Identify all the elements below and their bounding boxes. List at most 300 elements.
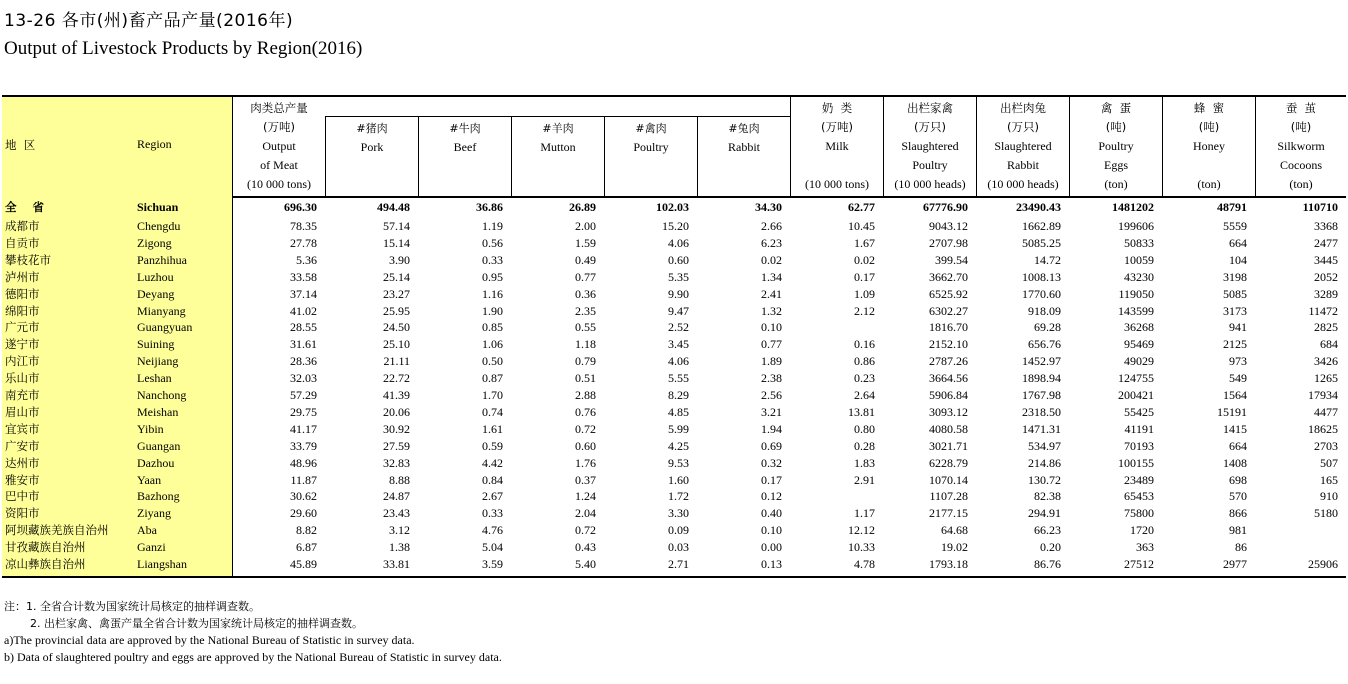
table-cell: 0.77 <box>575 269 596 284</box>
table-cell: 2.38 <box>761 371 782 386</box>
cocoons-unit-en: (ton) <box>1289 177 1313 191</box>
region-name-en: Bazhong <box>137 489 180 504</box>
table-cell: 19.02 <box>941 540 968 555</box>
table-cell: 31.61 <box>290 337 317 352</box>
table-cell: 3426 <box>1314 354 1338 369</box>
table-cell: 1481202 <box>1112 200 1154 214</box>
table-cell: 866 <box>1229 506 1247 521</box>
table-cell: 0.28 <box>854 438 875 453</box>
table-cell: 4080.58 <box>929 421 968 436</box>
table-cell: 0.17 <box>854 269 875 284</box>
table-row <box>2 472 1346 489</box>
table-cell: 1816.70 <box>929 320 968 335</box>
table-cell: 664 <box>1229 438 1247 453</box>
table-row <box>2 539 1346 556</box>
table-cell: 3368 <box>1314 219 1338 233</box>
region-name-en: Meishan <box>137 404 179 419</box>
region-name-cn: 广安市 <box>5 438 40 453</box>
table-cell: 1471.31 <box>1022 421 1061 436</box>
table-cell: 25.10 <box>383 337 410 352</box>
region-name-cn: 乐山市 <box>5 371 40 386</box>
table-cell: 10.33 <box>848 540 875 555</box>
table-cell: 49029 <box>1124 354 1154 369</box>
pork-header-en: Pork <box>360 140 384 154</box>
table-cell: 1.67 <box>854 235 875 250</box>
region-name-cn: 自贡市 <box>5 235 40 250</box>
table-row <box>2 269 1346 286</box>
table-row <box>2 455 1346 472</box>
table-cell: 27512 <box>1124 557 1154 571</box>
table-cell: 1.61 <box>482 421 503 436</box>
table-cell: 27.78 <box>290 235 317 250</box>
meat-header-en-2: of Meat <box>260 158 298 172</box>
note-a: a)The provincial data are approved by the National Bureau of Statistic in survey data. <box>4 633 415 647</box>
table-cell: 62.77 <box>848 200 875 214</box>
table-cell: 4.42 <box>482 455 503 470</box>
table-row <box>2 370 1346 387</box>
table-cell: 3.45 <box>668 337 689 352</box>
table-cell: 3.21 <box>761 404 782 419</box>
table-row <box>2 252 1346 269</box>
sl-poultry-unit-en: (10 000 heads) <box>894 177 966 191</box>
table-cell: 684 <box>1320 337 1338 352</box>
table-cell: 3662.70 <box>929 269 968 284</box>
table-cell: 165 <box>1320 472 1338 487</box>
table-row <box>2 286 1346 303</box>
mutton-header-en: Mutton <box>540 140 576 154</box>
table-cell: 67776.90 <box>923 200 968 214</box>
table-cell: 1408 <box>1223 455 1247 470</box>
table-cell: 0.09 <box>668 523 689 538</box>
table-cell: 1.83 <box>854 455 875 470</box>
region-header-cn: 地 区 <box>5 138 36 152</box>
table-cell: 4.06 <box>668 354 689 369</box>
table-cell: 48791 <box>1217 200 1247 214</box>
table-cell: 0.13 <box>761 557 782 571</box>
table-cell: 0.10 <box>761 320 782 335</box>
table-cell: 13.81 <box>848 404 875 419</box>
table-cell: 5.99 <box>668 421 689 436</box>
region-name-cn: 泸州市 <box>5 269 40 284</box>
table-cell: 1.94 <box>761 421 782 436</box>
region-name-en: Leshan <box>137 371 172 386</box>
table-cell: 698 <box>1229 472 1247 487</box>
table-cell: 86.76 <box>1034 557 1061 571</box>
table-cell: 1.32 <box>761 303 782 318</box>
table-row <box>2 319 1346 336</box>
table-cell: 0.72 <box>575 421 596 436</box>
table-cell: 0.43 <box>575 540 596 555</box>
region-name-en: Suining <box>137 337 175 352</box>
table-cell: 33.79 <box>290 438 317 453</box>
table-cell: 3173 <box>1223 303 1247 318</box>
table-cell: 2.64 <box>854 388 875 402</box>
table-row <box>2 235 1346 252</box>
table-cell: 0.02 <box>854 252 875 267</box>
table-cell: 1070.14 <box>929 472 968 487</box>
table-cell: 14.72 <box>1034 252 1061 267</box>
table-cell: 11.87 <box>290 472 317 487</box>
table-cell: 1564 <box>1223 388 1247 402</box>
region-name-cn: 内江市 <box>5 354 40 369</box>
table-cell: 75800 <box>1124 506 1154 521</box>
table-cell: 4.85 <box>668 404 689 419</box>
milk-header-cn: 奶 类 <box>821 101 853 115</box>
table-cell: 1.90 <box>482 303 503 318</box>
milk-unit-cn: (万吨) <box>821 120 853 134</box>
note-1: 注：1. 全省合计数为国家统计局核定的抽样调查数。 <box>4 600 260 613</box>
table-cell: 82.38 <box>1034 489 1061 504</box>
table-cell: 363 <box>1136 540 1154 555</box>
table-cell: 0.72 <box>575 523 596 538</box>
table-cell: 2.67 <box>482 489 503 504</box>
table-cell: 100155 <box>1118 455 1154 470</box>
table-cell: 26.89 <box>569 200 596 214</box>
region-name-cn: 成都市 <box>5 219 40 233</box>
table-row <box>2 336 1346 353</box>
table-cell: 57.14 <box>383 219 410 233</box>
table-row <box>2 421 1346 438</box>
region-name-cn: 达州市 <box>5 455 40 470</box>
table-cell: 25.14 <box>383 269 410 284</box>
table-cell: 1.60 <box>668 472 689 487</box>
table-cell: 36268 <box>1124 320 1154 335</box>
table-cell: 1008.13 <box>1022 269 1061 284</box>
region-name-cn: 全 省 <box>5 200 45 214</box>
table-cell: 1.38 <box>389 540 410 555</box>
meat-header-en: Output <box>262 139 296 153</box>
table-cell: 1265 <box>1314 371 1338 386</box>
table-body <box>2 196 1346 578</box>
milk-unit-en: (10 000 tons) <box>805 177 869 191</box>
table-cell: 102.03 <box>656 200 689 214</box>
cocoons-header-cn: 蚕 茧 <box>1285 101 1317 115</box>
region-name-cn: 攀枝花市 <box>5 252 51 267</box>
sl-poultry-header-en: Slaughtered <box>901 139 959 153</box>
note-b: b) Data of slaughtered poultry and eggs are approved by the National Bureau of Statistic in survey data. <box>4 650 502 664</box>
table-cell: 70193 <box>1124 438 1154 453</box>
table-cell: 3198 <box>1223 269 1247 284</box>
total-row <box>2 198 1346 216</box>
cocoons-header-en: Silkworm <box>1277 139 1325 153</box>
honey-unit-en: (ton) <box>1197 177 1221 191</box>
eggs-unit-cn: (吨) <box>1105 120 1127 134</box>
table-cell: 4477 <box>1314 404 1338 419</box>
region-name-en: Yibin <box>137 421 164 436</box>
table-cell: 200421 <box>1118 388 1154 402</box>
table-cell: 399.54 <box>935 252 968 267</box>
table-cell: 9.47 <box>668 303 689 318</box>
table-cell: 2787.26 <box>929 354 968 369</box>
table-cell: 2.71 <box>668 557 689 571</box>
table-cell: 214.86 <box>1028 455 1061 470</box>
region-name-en: Liangshan <box>137 557 187 571</box>
region-name-cn: 宜宾市 <box>5 421 40 436</box>
table-cell: 5.04 <box>482 540 503 555</box>
table-cell: 130.72 <box>1028 472 1061 487</box>
table-cell: 0.12 <box>761 489 782 504</box>
table-cell: 28.55 <box>290 320 317 335</box>
sl-rabbit-unit-en: (10 000 heads) <box>987 177 1059 191</box>
honey-unit-cn: (吨) <box>1198 120 1220 134</box>
table-row <box>2 556 1346 573</box>
table-cell: 86 <box>1235 540 1247 555</box>
table-cell: 9043.12 <box>929 219 968 233</box>
table-cell: 5.36 <box>296 252 317 267</box>
table-cell: 65453 <box>1124 489 1154 504</box>
sl-rabbit-header-cn: 出栏肉兔 <box>1000 101 1046 115</box>
footnotes <box>4 598 502 666</box>
table-cell: 2477 <box>1314 235 1338 250</box>
table-cell: 1107.28 <box>929 489 968 504</box>
table-cell: 36.86 <box>476 200 503 214</box>
table-cell: 2.00 <box>575 219 596 233</box>
table-cell: 0.49 <box>575 252 596 267</box>
table-cell: 66.23 <box>1034 523 1061 538</box>
table-cell: 18625 <box>1308 421 1338 436</box>
table-cell: 17934 <box>1308 388 1338 402</box>
region-name-en: Zigong <box>137 235 172 250</box>
table-cell: 4.06 <box>668 235 689 250</box>
beef-header-cn: #牛肉 <box>449 122 481 135</box>
region-name-en: Dazhou <box>137 455 175 470</box>
table-cell: 0.16 <box>854 337 875 352</box>
poultry-header-en: Poultry <box>633 140 669 154</box>
table-cell: 23.27 <box>383 286 410 301</box>
table-cell: 104 <box>1229 252 1247 267</box>
table-cell: 5085.25 <box>1022 235 1061 250</box>
meat-header-cn: 肉类总产量 <box>250 101 308 115</box>
eggs-header-cn: 禽 蛋 <box>1100 101 1132 115</box>
table-cell: 33.58 <box>290 269 317 284</box>
table-cell: 3664.56 <box>929 371 968 386</box>
region-name-cn: 阿坝藏族羌族自治州 <box>5 523 109 538</box>
table-cell: 3.12 <box>389 523 410 538</box>
table-cell: 0.59 <box>482 438 503 453</box>
table-cell: 1770.60 <box>1022 286 1061 301</box>
table-cell: 23.43 <box>383 506 410 521</box>
table-cell: 34.30 <box>755 200 782 214</box>
table-cell: 41191 <box>1124 421 1154 436</box>
table-cell: 2152.10 <box>929 337 968 352</box>
region-name-cn: 德阳市 <box>5 286 40 301</box>
table-cell: 0.23 <box>854 371 875 386</box>
table-cell: 2052 <box>1314 269 1338 284</box>
table-cell: 2.88 <box>575 388 596 402</box>
table-cell: 21.11 <box>383 354 410 369</box>
table-cell: 2707.98 <box>929 235 968 250</box>
table-cell: 0.51 <box>575 371 596 386</box>
table-cell: 29.75 <box>290 404 317 419</box>
table-cell: 1.70 <box>482 388 503 402</box>
table-cell: 2.04 <box>575 506 596 521</box>
table-cell: 0.33 <box>482 506 503 521</box>
table-cell: 910 <box>1320 489 1338 504</box>
table-cell: 0.32 <box>761 455 782 470</box>
sl-rabbit-header-en: Slaughtered <box>994 139 1052 153</box>
table-cell: 1.06 <box>482 337 503 352</box>
table-cell: 24.87 <box>383 489 410 504</box>
table-cell: 2.52 <box>668 320 689 335</box>
region-name-en: Guangan <box>137 438 181 453</box>
table-cell: 9.53 <box>668 455 689 470</box>
table-cell: 4.76 <box>482 523 503 538</box>
table-cell: 656.76 <box>1028 337 1061 352</box>
table-cell: 8.82 <box>296 523 317 538</box>
table-row <box>2 404 1346 421</box>
table-cell: 5.55 <box>668 371 689 386</box>
sl-poultry-header-en-2: Poultry <box>912 158 948 172</box>
table-cell: 33.81 <box>383 557 410 571</box>
table-cell: 12.12 <box>848 523 875 538</box>
poultry-header-cn: #禽肉 <box>635 122 667 135</box>
table-cell: 5.40 <box>575 557 596 571</box>
table-cell: 8.29 <box>668 388 689 402</box>
table-cell: 1.72 <box>668 489 689 504</box>
table-cell: 918.09 <box>1028 303 1061 318</box>
table-cell: 45.89 <box>290 557 317 571</box>
sl-poultry-unit-cn: (万只) <box>914 120 946 134</box>
table-cell: 941 <box>1229 320 1247 335</box>
table-cell: 24.50 <box>383 320 410 335</box>
table-cell: 4.78 <box>854 557 875 571</box>
table-cell: 1.59 <box>575 235 596 250</box>
meat-unit-cn: (万吨) <box>263 120 295 134</box>
table-row <box>2 353 1346 370</box>
cocoons-unit-cn: (吨) <box>1290 120 1312 134</box>
table-cell: 0.50 <box>482 354 503 369</box>
eggs-header-en-2: Eggs <box>1104 158 1128 172</box>
table-cell: 0.79 <box>575 354 596 369</box>
table-cell: 1767.98 <box>1022 388 1061 402</box>
table-cell: 6525.92 <box>929 286 968 301</box>
table-cell: 15191 <box>1217 404 1247 419</box>
table-cell: 3.59 <box>482 557 503 571</box>
table-cell: 2.66 <box>761 219 782 233</box>
table-cell: 2.12 <box>854 303 875 318</box>
table-cell: 15.20 <box>662 219 689 233</box>
table-cell: 2703 <box>1314 438 1338 453</box>
table-cell: 0.85 <box>482 320 503 335</box>
table-cell: 6228.79 <box>929 455 968 470</box>
table-cell: 110710 <box>1302 200 1338 214</box>
table-cell: 2825 <box>1314 320 1338 335</box>
table-cell: 0.37 <box>575 472 596 487</box>
table-cell: 0.55 <box>575 320 596 335</box>
table-cell: 534.97 <box>1028 438 1061 453</box>
table-cell: 1.16 <box>482 286 503 301</box>
table-cell: 0.60 <box>668 252 689 267</box>
mutton-header-cn: #羊肉 <box>542 122 574 135</box>
honey-header-en: Honey <box>1193 139 1225 153</box>
table-cell: 0.10 <box>761 523 782 538</box>
sl-poultry-header-cn: 出栏家禽 <box>907 101 953 115</box>
table-cell: 23489 <box>1124 472 1154 487</box>
sl-rabbit-header-en-2: Rabbit <box>1007 158 1039 172</box>
table-cell: 199606 <box>1118 219 1154 233</box>
region-name-cn: 南充市 <box>5 388 40 402</box>
table-cell: 1.76 <box>575 455 596 470</box>
region-header-en: Region <box>137 137 172 151</box>
table-cell: 143599 <box>1118 303 1154 318</box>
table-cell: 41.02 <box>290 303 317 318</box>
table-cell: 1793.18 <box>929 557 968 571</box>
table-cell: 294.91 <box>1028 506 1061 521</box>
table-cell: 1452.97 <box>1022 354 1061 369</box>
table-cell: 27.59 <box>383 438 410 453</box>
table-cell: 119050 <box>1118 286 1154 301</box>
table-cell: 1.34 <box>761 269 782 284</box>
table-cell: 973 <box>1229 354 1247 369</box>
table-cell: 30.92 <box>383 421 410 436</box>
table-cell: 0.03 <box>668 540 689 555</box>
table-cell: 41.39 <box>383 388 410 402</box>
table-cell: 1898.94 <box>1022 371 1061 386</box>
table-cell: 0.77 <box>761 337 782 352</box>
region-name-en: Mianyang <box>137 303 186 318</box>
table-cell: 37.14 <box>290 286 317 301</box>
table-cell: 32.83 <box>383 455 410 470</box>
table-cell: 570 <box>1229 489 1247 504</box>
table-cell: 55425 <box>1124 404 1154 419</box>
region-name-cn: 广元市 <box>5 320 40 335</box>
region-name-cn: 遂宁市 <box>5 337 40 352</box>
table-cell: 0.33 <box>482 252 503 267</box>
table-cell: 124755 <box>1118 371 1154 386</box>
table-cell: 23490.43 <box>1016 200 1061 214</box>
region-name-en: Neijiang <box>137 354 179 369</box>
table-cell: 0.36 <box>575 286 596 301</box>
table-cell: 30.62 <box>290 489 317 504</box>
table-cell: 57.29 <box>290 388 317 402</box>
table-cell: 28.36 <box>290 354 317 369</box>
table-cell: 0.87 <box>482 371 503 386</box>
table-row <box>2 488 1346 505</box>
table-cell: 0.86 <box>854 354 875 369</box>
region-name-cn: 甘孜藏族自治州 <box>5 540 86 555</box>
table-cell: 507 <box>1320 455 1338 470</box>
table-cell: 1662.89 <box>1022 219 1061 233</box>
table-cell: 32.03 <box>290 371 317 386</box>
region-name-en: Chengdu <box>137 219 181 233</box>
table-cell: 64.68 <box>941 523 968 538</box>
table-cell: 1.18 <box>575 337 596 352</box>
table-cell: 549 <box>1229 371 1247 386</box>
region-name-en: Ziyang <box>137 506 171 521</box>
meat-unit-en: (10 000 tons) <box>247 177 311 191</box>
table-cell: 0.02 <box>761 252 782 267</box>
table-cell: 0.60 <box>575 438 596 453</box>
table-cell: 3.30 <box>668 506 689 521</box>
pork-header-cn: #猪肉 <box>356 122 388 135</box>
table-cell: 50833 <box>1124 235 1154 250</box>
table-cell: 0.56 <box>482 235 503 250</box>
region-name-en: Aba <box>137 523 157 538</box>
table-row <box>2 505 1346 522</box>
table-cell: 78.35 <box>290 219 317 233</box>
table-cell: 1.19 <box>482 219 503 233</box>
table-cell: 6.87 <box>296 540 317 555</box>
table-cell: 3289 <box>1314 286 1338 301</box>
table-cell: 0.20 <box>1040 540 1061 555</box>
table-cell: 2.41 <box>761 286 782 301</box>
table-title-chinese: 13-26 各市(州)畜产品产量(2016年) <box>4 11 294 31</box>
table-cell: 9.90 <box>668 286 689 301</box>
milk-header-en: Milk <box>825 139 849 153</box>
table-cell: 2177.15 <box>929 506 968 521</box>
table-cell: 43230 <box>1124 269 1154 284</box>
region-name-en: Yaan <box>137 472 162 487</box>
